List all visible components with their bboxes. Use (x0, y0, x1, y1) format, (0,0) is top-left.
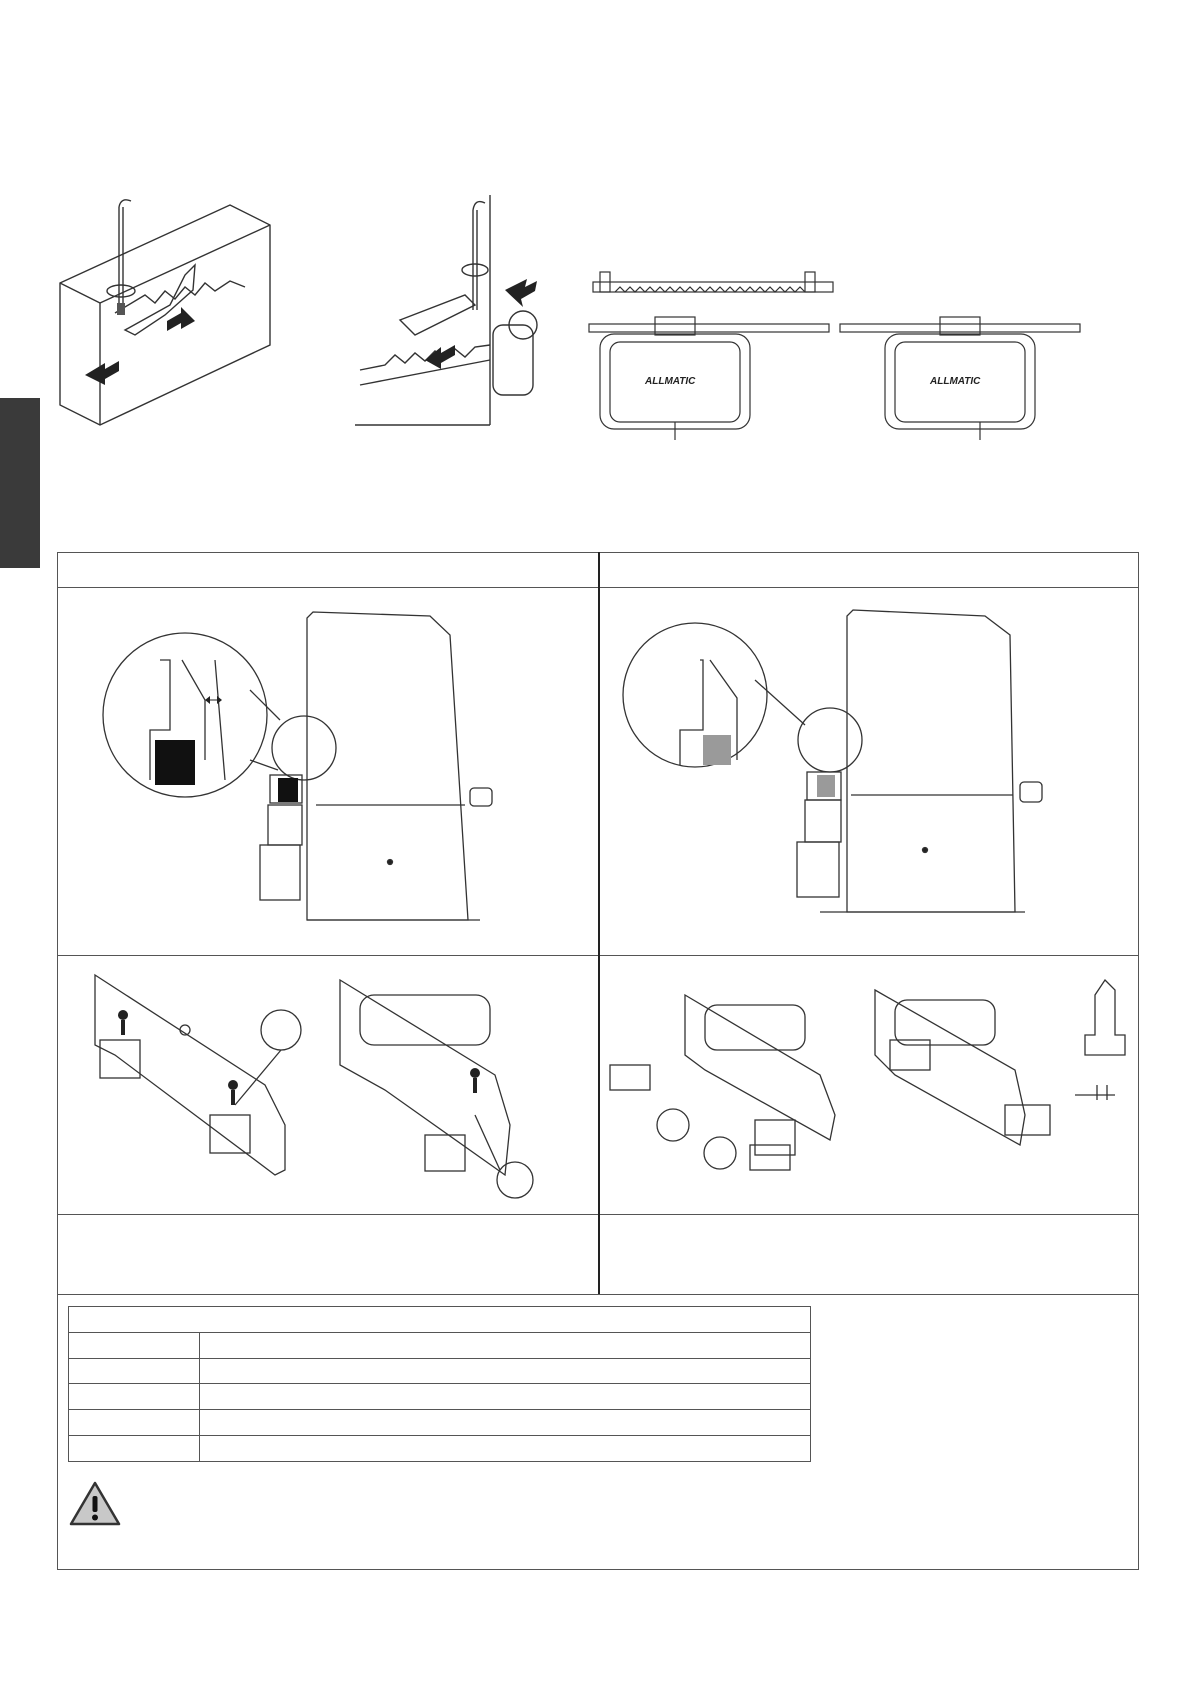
table-cell-value (200, 1358, 811, 1384)
table-row (69, 1332, 811, 1358)
table-header-row (69, 1307, 811, 1333)
brand-logo-left: ALLMATIC (645, 376, 696, 387)
warning-triangle-icon (68, 1480, 122, 1528)
table-cell-key (69, 1332, 200, 1358)
table-row (69, 1358, 811, 1384)
table-cell-value (200, 1410, 811, 1436)
pinion-grey (703, 735, 731, 765)
panel-vertical-divider (598, 552, 600, 1294)
table-row (69, 1436, 811, 1462)
double-arrow-icon (85, 307, 195, 385)
double-arrow-icon (205, 696, 222, 704)
table-header (69, 1307, 811, 1333)
section-side-tab (0, 398, 40, 568)
table-cell-value (200, 1436, 811, 1462)
rack-cam-adjust-illustration-2 (355, 195, 540, 430)
table-cell-value (200, 1384, 811, 1410)
double-arrow-icon (425, 279, 537, 369)
table-cell-key (69, 1410, 200, 1436)
table-row (69, 1410, 811, 1436)
brand-logo-right: ALLMATIC (930, 376, 981, 387)
motor-side-view-left (100, 600, 500, 940)
hex-key-icon (117, 303, 125, 315)
table-cell-key (69, 1384, 200, 1410)
rack-bracket-screw-left (85, 965, 565, 1205)
pinion-dark (155, 740, 195, 785)
rack-alignment-top-views (585, 262, 1085, 442)
table-cell-key (69, 1436, 200, 1462)
table-row (69, 1384, 811, 1410)
rack-cam-adjust-illustration-1 (55, 195, 275, 435)
rack-bracket-clip-right (605, 975, 1125, 1195)
motor-side-view-right (625, 600, 1055, 940)
spec-table (68, 1306, 811, 1462)
table-cell-value (200, 1332, 811, 1358)
panel-divider-3 (57, 1294, 1139, 1295)
table-cell-key (69, 1358, 200, 1384)
